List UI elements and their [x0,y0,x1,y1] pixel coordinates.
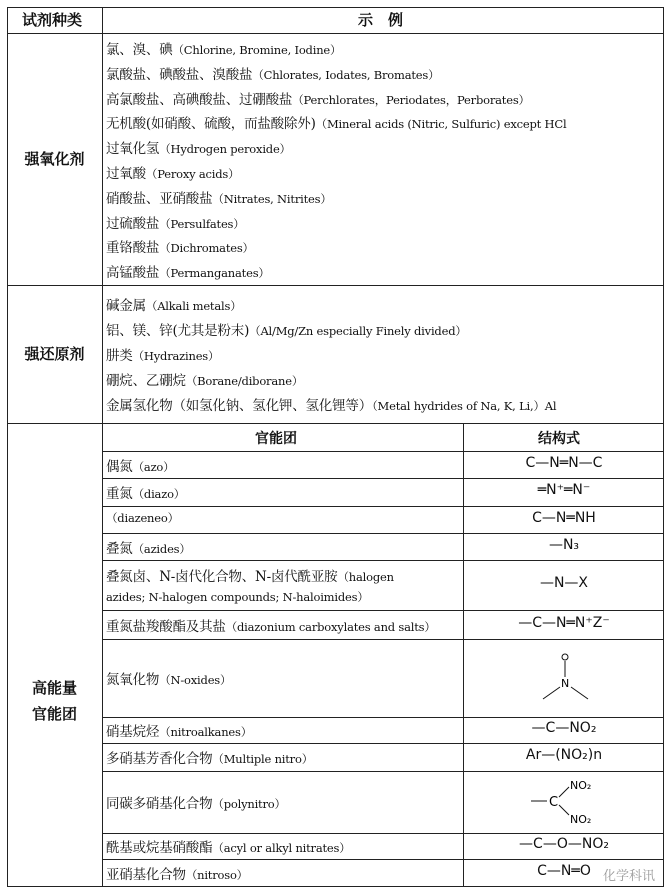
row-divider [102,639,664,640]
row-divider [102,560,664,561]
functional-group [106,537,191,557]
structure-formula: C—N═N—C [525,454,603,471]
row-divider [102,610,664,611]
structure-formula: —C—O—NO₂ [519,836,609,852]
reducer-item [106,294,242,314]
reducer-item-en: （Metal hydrides of Na, K, Li,）Al [372,399,557,413]
functional-group-en: （nitroalkanes） [159,725,253,739]
oxidizer-item-en: （Peroxy acids） [145,167,240,181]
oxidizer-item-en: （Chlorates, Iodates, Bromates） [252,67,440,82]
oxidizer-item-zh: 过氧酸 [106,166,146,182]
category-strong-reducer: 强还原剂 [24,345,85,363]
oxidizer-item-zh: 氯酸盐、碘酸盐、溴酸盐 [106,66,253,83]
functional-group [106,668,231,688]
oxidizer-item-en: （Permanganates） [159,266,270,281]
reducer-item [106,319,467,339]
oxidizer-item-zh: 氯、溴、碘 [106,42,173,58]
svg-text:NO₂: NO₂ [570,779,592,792]
functional-group-line2 [106,589,369,605]
functional-group-zh: 重氮 [106,486,133,502]
functional-group-en: （diazonium carboxylates and salts） [225,619,436,634]
oxidizer-item-en: （Hydrogen peroxide） [159,142,291,157]
functional-group-zh: 重氮盐羧酸酯及其盐 [106,618,226,635]
oxidizer-item-en: （Dichromates） [159,241,254,256]
row-divider [102,833,664,834]
reducer-item-zh: 金属氢化物（如氢化钠、氢化钾、氢化锂等） [106,398,372,414]
reducer-item [106,344,219,364]
header-reagent-type: 试剂种类 [22,11,83,29]
header-examples: 示 例 [358,11,404,29]
svg-text:N: N [561,677,570,690]
oxidizer-item-en: （Nitrates, Nitrites） [212,191,332,206]
oxidizer-item [106,187,332,207]
header-divider [7,33,664,34]
structure-formula: ═N⁺═N⁻ [537,482,591,498]
row-divider [102,451,664,452]
structure-formula: C—N═NH [532,509,596,526]
oxidizer-item-en: （Chlorine, Bromine, Iodine） [172,43,342,57]
oxidizer-item-zh: 无机酸(如硝酸、硫酸，而盐酸除外) [106,116,316,133]
functional-group [106,747,313,767]
reducer-divider [7,423,664,424]
row-divider [102,771,664,772]
reducer-item-en: （Al/Mg/Zn especially Finely divided） [249,324,467,338]
functional-group-zh: 同碳多硝基化合物 [106,796,213,812]
oxidizer-item [106,212,245,232]
row-divider [102,533,664,534]
reducer-item-zh: 硼烷、乙硼烷 [106,373,186,389]
oxidizer-item [106,137,291,157]
row-divider [102,859,664,860]
oxidizer-item-en: （Persulfates） [159,216,245,231]
oxidizer-item-zh: 过氧化氢 [106,141,160,158]
oxidizer-item-zh: 高锰酸盐 [106,265,160,282]
functional-group-zh: 硝基烷烃 [106,724,160,740]
structure-formula: —C—NO₂ [531,720,597,736]
oxidizer-item [106,38,341,58]
functional-group [106,863,248,883]
structure-formula: Ar—(NO₂)n [525,747,603,763]
subheader-structure: 结构式 [538,431,580,447]
oxidizer-item [106,112,566,132]
row-divider [102,717,664,718]
reducer-item-zh: 碱金属 [106,298,146,314]
functional-group-en: （diazo） [132,487,186,501]
oxidizer-item [106,162,239,182]
functional-group-zh: 叠氮卤、N-卤代化合物、N-卤代酰亚胺 [106,569,338,585]
structure-formula: —N₃ [548,536,580,553]
oxidizer-divider [7,285,664,286]
functional-group [106,615,436,635]
functional-group-zh: 偶氮 [106,458,133,475]
reducer-item [106,394,556,414]
row-divider [102,743,664,744]
reducer-item-zh: 铝、镁、锌(尤其是粉末) [106,323,250,339]
category-energetic-line2: 官能团 [31,705,77,723]
functional-group-line2-en: azides; N-halogen compounds; N-haloimides） [106,590,369,604]
functional-group [106,510,179,526]
row-divider [102,506,664,507]
gem-dinitro-structure [525,775,605,831]
n-oxide-structure [535,649,595,709]
oxidizer-item-zh: 重铬酸盐 [106,240,160,257]
functional-group [106,836,351,856]
watermark: 化学科讯 [601,865,657,884]
category-energetic-line1: 高能量 [31,679,77,697]
oxidizer-item-en: （Perchlorates，Periodates，Perborates） [292,92,530,107]
functional-group-zh: 多硝基芳香化合物 [106,751,213,767]
row-divider [102,478,664,479]
reducer-item-en: （Hydrazines） [132,349,220,363]
functional-group-en: （diazeneo） [106,510,179,525]
oxidizer-item [106,261,270,281]
functional-group [106,565,394,585]
functional-group-en: （azo） [132,459,175,474]
functional-group-en: （azides） [132,541,191,556]
functional-group-en: （Multiple nitro） [212,752,313,766]
oxidizer-item [106,236,254,256]
functional-group-en: （nitroso） [185,868,248,882]
oxidizer-item-zh: 过硫酸盐 [106,215,160,232]
reducer-item-en: （Borane/diborane） [185,374,304,388]
functional-group [106,482,185,502]
category-strong-oxidizer: 强氧化剂 [24,150,85,168]
oxidizer-item [106,63,439,83]
functional-group-zh: 叠氮 [106,540,133,557]
functional-group [106,792,286,812]
reducer-item [106,369,303,389]
functional-group-en: （acyl or alkyl nitrates） [212,841,351,855]
functional-group-zh: 亚硝基化合物 [106,867,186,883]
col-divider [102,7,103,887]
svg-text:C: C [549,795,559,810]
functional-group [106,720,252,740]
reducer-item-en: （Alkali metals） [145,299,242,313]
functional-group-en: （N-oxides） [159,673,232,687]
functional-group [106,455,174,475]
functional-group-zh: 酰基或烷基硝酸酯 [106,840,213,856]
structure-formula: —C—N═N⁺Z⁻ [518,614,610,631]
subheader-functional-group: 官能团 [255,431,297,447]
functional-group-en: （halogen [337,570,394,584]
functional-group-zh: 氮氧化物 [106,672,160,688]
oxidizer-item-en: （Mineral acids (Nitric, Sulfuric) except HCl [315,117,567,132]
reducer-item-zh: 肼类 [106,348,133,364]
structure-formula: C—N═O [537,863,591,879]
oxidizer-item-zh: 高氯酸盐、高碘酸盐、过硼酸盐 [106,91,293,108]
oxidizer-item [106,88,530,108]
structure-formula: —N—X [539,575,589,591]
oxidizer-item-zh: 硝酸盐、亚硝酸盐 [106,190,213,207]
functional-group-en: （polynitro） [212,797,286,811]
svg-text:NO₂: NO₂ [570,813,592,826]
